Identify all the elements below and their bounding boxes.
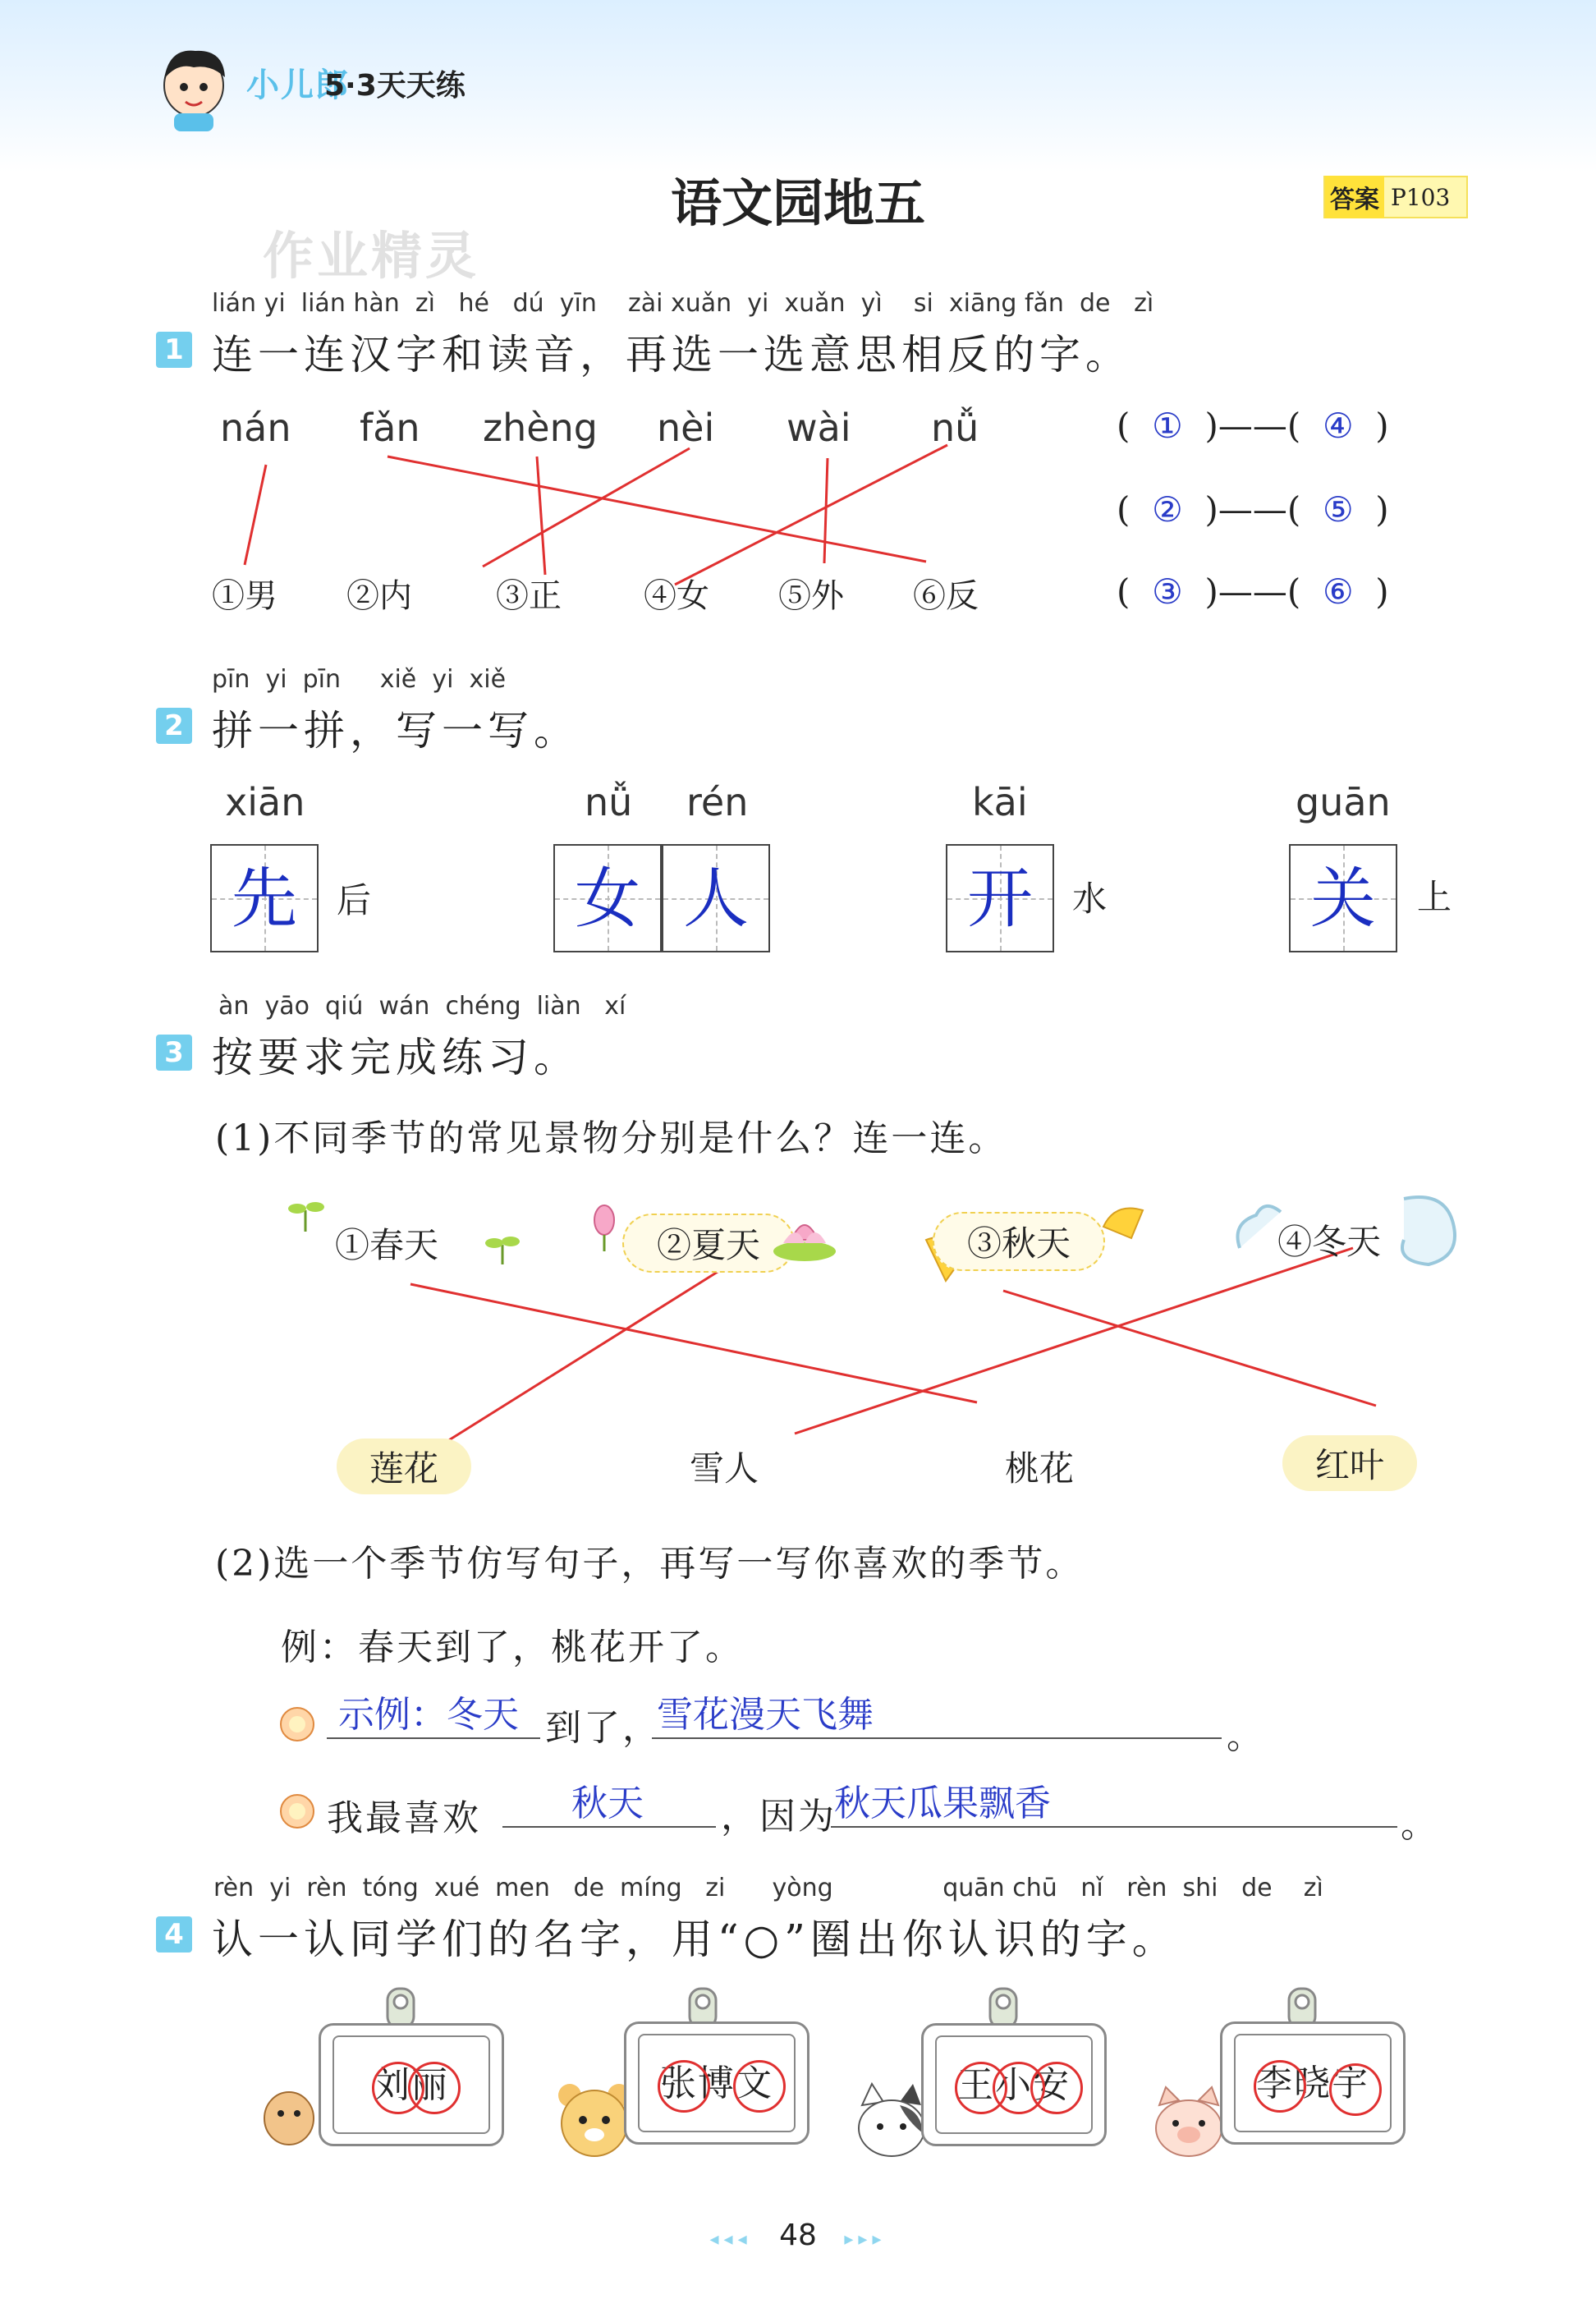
q1-title: 连一连汉字和读音，再选一选意思相反的字。 [212,331,1131,379]
q4-pinyin: rèn yi rèn tóng xué men de míng zi yòng quān chū nǐ rèn shi de zì [213,1874,1323,1902]
q1-syllable: wài [787,406,851,450]
q3-number: 3 [156,1035,192,1071]
right-arrows-icon: ▸▸▸ [844,2229,887,2250]
scene-label: 莲花 [337,1439,471,1494]
q3-example: 例：春天到了，桃花开了。 [281,1627,744,1668]
q1-syllable: nèi [657,406,715,450]
q1-option: ⑤外 [778,577,844,615]
handwritten-answer: 秋天 [571,1783,644,1824]
match-line [675,445,947,585]
circle-mark [408,2062,461,2114]
q2-answer: 女 [575,860,640,937]
sprout-icon [287,1195,325,1233]
q3-part1: (1)不同季节的常见景物分别是什么？连一连。 [215,1117,1007,1159]
series-name: 5·3天天练 [324,69,466,103]
pair-right-answer: ⑤ [1322,489,1354,530]
season-label: ④冬天 [1277,1222,1382,1262]
name-card [921,2023,1107,2146]
q2-answer: 人 [683,860,749,937]
name-card [624,2021,809,2145]
pair-left-answer: ③ [1152,571,1183,612]
student-name: 张博文 [660,2063,773,2104]
answer-blank[interactable] [831,1774,1397,1828]
circle-mark [1329,2063,1382,2116]
circle-mark [1030,2062,1083,2114]
scene-label: 红叶 [1282,1435,1417,1491]
pair-dash: —— [1218,489,1287,530]
q2-pinyin-item: xiān [225,780,305,824]
match-line [824,458,828,563]
match-line [388,457,926,562]
ginkgo-leaf-icon [1098,1202,1148,1243]
q2-writing-box [553,844,662,952]
match-line [410,1284,977,1402]
sentence-end: 。 [1401,1804,1439,1846]
q1-option: ④女 [644,577,709,615]
q2-pinyin-item: nǚ [585,780,633,824]
handwritten-answer: 秋天瓜果飘香 [834,1783,1051,1824]
flower-icon [276,1703,319,1746]
pig-icon [1148,2081,1230,2159]
q1-antonym-pair: ( ① )——( ④ ) [1117,406,1389,446]
match-line [245,465,266,565]
q4-title: 认一认同学们的名字，用“○”圈出你认识的字。 [212,1916,1178,1963]
match-line [438,1268,724,1447]
pair-dash: —— [1218,406,1287,446]
q2-answer: 先 [232,860,297,937]
q1-option: ①男 [212,577,277,615]
answer-blank[interactable] [502,1774,716,1828]
q1-pinyin: lián yi lián hàn zì hé dú yīn zài xuǎn yi xuǎn yì si xiāng fǎn de zì [212,289,1154,318]
answer-blank[interactable] [652,1685,1222,1739]
student-name: 李晓宇 [1256,2063,1369,2104]
q2-pinyin-item: rén [686,780,749,824]
q2-after-char: 水 [1072,879,1108,919]
sentence-text: 我最喜欢 [327,1797,481,1839]
q2-pinyin: pīn yi pīn xiě yi xiě [212,665,507,694]
q1-antonym-pair: ( ② )——( ⑤ ) [1117,489,1389,530]
season-label: ②夏天 [622,1214,795,1273]
q2-number: 2 [156,708,192,744]
page-number: 48 [779,2219,817,2252]
q4-number: 4 [156,1916,192,1953]
q1-syllable: zhèng [483,406,598,450]
q2-pinyin-item: kāi [972,780,1028,824]
scene-label: 雪人 [690,1448,759,1489]
page-footer [0,2219,1596,2252]
pair-dash: —— [1218,571,1287,612]
q1-syllable: nán [220,406,291,450]
q1-antonym-pair: ( ③ )——( ⑥ ) [1117,571,1389,612]
handwritten-answer: 示例：冬天 [338,1694,519,1736]
student-name: 王小安 [957,2064,1071,2106]
circle-mark [733,2060,786,2113]
q1-option: ②内 [346,577,412,615]
q2-after-char: 上 [1417,877,1452,917]
q3-pinyin: àn yāo qiú wán chéng liàn xí [218,992,626,1021]
pair-right-answer: ⑥ [1322,571,1354,612]
season-label: ①春天 [335,1225,439,1265]
watermark: 作业精灵 [263,226,480,286]
lotus-bud-icon [586,1204,622,1253]
circle-mark [1254,2060,1306,2113]
q2-writing-box [1289,844,1397,952]
q3-part2: (2)选一个季节仿写句子，再写一写你喜欢的季节。 [215,1543,1085,1585]
student-name: 刘丽 [374,2064,449,2106]
flower-icon [276,1790,319,1833]
q1-option: ③正 [496,577,562,615]
q3-title: 按要求完成练习。 [212,1034,580,1081]
q2-answer: 开 [967,860,1033,937]
q2-writing-box [946,844,1054,952]
pair-left-answer: ① [1152,406,1183,446]
q2-writing-box [662,844,770,952]
match-line [537,457,545,575]
page-title: 语文园地五 [670,173,925,233]
q1-syllable: nǚ [931,406,979,450]
match-line [1003,1291,1376,1406]
lotus-icon [772,1207,837,1264]
pair-left-answer: ② [1152,489,1183,530]
scene-label: 桃花 [1005,1448,1075,1489]
q1-syllable: fǎn [360,406,420,450]
sprout-icon [484,1230,521,1266]
cat-icon [851,2081,933,2159]
q2-title: 拼一拼，写一写。 [212,707,580,755]
q2-after-char: 后 [337,880,372,920]
sentence-text: 到了， [545,1707,661,1749]
sentence-end: 。 [1227,1715,1265,1757]
name-card [1220,2021,1406,2145]
cloud-icon [1387,1191,1461,1273]
squirrel-icon [256,2061,322,2151]
q1-option: ⑥反 [913,577,979,615]
q2-writing-box [210,844,319,952]
match-line [795,1248,1353,1434]
sentence-text: ，因为 [721,1796,837,1838]
match-line [483,448,690,567]
name-card [319,2023,504,2146]
brand-logo: 小儿郎 [246,67,350,104]
q2-answer: 关 [1310,860,1376,937]
answer-page-ref: P103 [1391,183,1451,211]
left-arrows-icon: ◂◂◂ [709,2229,752,2250]
pair-right-answer: ④ [1322,406,1354,446]
season-label: ③秋天 [933,1212,1105,1271]
answer-blank[interactable] [327,1685,540,1739]
q1-number: 1 [156,332,192,368]
answer-label: 答案 [1325,176,1384,218]
circle-mark [658,2060,710,2113]
q2-pinyin-item: guān [1296,780,1391,824]
handwritten-answer: 雪花漫天飞舞 [657,1694,874,1736]
